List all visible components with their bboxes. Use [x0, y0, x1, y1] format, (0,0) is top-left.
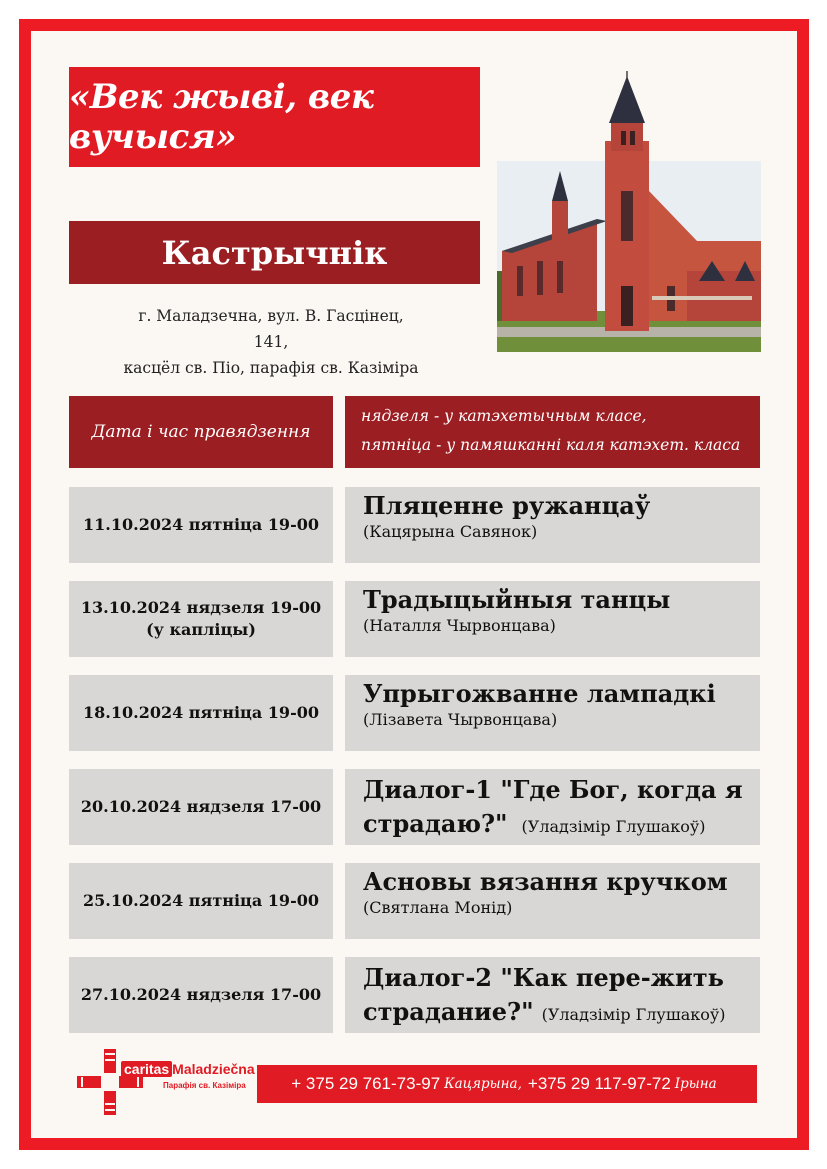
contact-name-1: Кацярына,: [444, 1076, 522, 1092]
event-host: (Наталля Чырвонцава): [363, 616, 556, 635]
event-title-line-2: [363, 995, 760, 1032]
event-date-text: 13.10.2024 нядзеля 19-00: [80, 598, 322, 617]
event-cell: [345, 487, 760, 563]
table-header-venue: [345, 396, 760, 468]
address: [121, 303, 421, 381]
logo-subtitle: Парафія св. Казіміра: [163, 1081, 246, 1090]
event-date: [69, 863, 333, 939]
event-date-text: 27.10.2024 нядзеля 17-00: [80, 985, 322, 1004]
church-photo: [497, 71, 761, 352]
event-date: [69, 957, 333, 1033]
event-title-line-2: [363, 807, 760, 844]
venue-line-friday: пятніца - у памяшканні каля катэхет. класа: [361, 436, 741, 454]
address-line-1: г. Маладзечна, вул. В. Гасцінец, 141,: [138, 307, 404, 351]
event-title: Упрыгожванне лампадкі: [363, 679, 716, 708]
event-date-text: 20.10.2024 нядзеля 17-00: [80, 797, 322, 816]
event-host: (Уладзімір Глушакоў): [541, 1005, 726, 1024]
event-date-text: 18.10.2024 пятніца 19-00: [83, 703, 319, 722]
poster-canvas: [31, 31, 797, 1138]
month-banner: Кастрычнік: [69, 221, 480, 284]
event-date-text: 11.10.2024 пятніца 19-00: [83, 515, 319, 534]
event-date-text: 25.10.2024 пятніца 19-00: [83, 891, 319, 910]
poster-frame: [19, 19, 809, 1150]
event-title-cont: страдаю?": [363, 809, 508, 838]
event-date: [69, 487, 333, 563]
event-cell: [345, 863, 760, 939]
contact-bar: [257, 1065, 757, 1103]
logo-caritas: caritas: [121, 1061, 172, 1077]
caritas-logo: [75, 1047, 255, 1117]
contact-name-2: Ірына: [674, 1076, 717, 1092]
address-line-2: касцёл св. Піо, парафія св. Казіміра: [123, 359, 419, 377]
table-header-date: Дата і час правядзення: [69, 396, 333, 468]
event-title-line-1: Диалог-1 "Где Бог, когда я: [363, 775, 743, 804]
event-date: [69, 675, 333, 751]
event-cell: [345, 769, 760, 845]
event-host: (Лізавета Чырвонцава): [363, 710, 558, 729]
event-host: (Уладзімір Глушакоў): [521, 817, 706, 836]
venue-line-sunday: нядзеля - у катэхетычным класе,: [361, 407, 647, 425]
poster-title: «Век жыві, век вучыся»: [69, 67, 480, 167]
event-cell: [345, 957, 760, 1033]
event-title: Асновы вязання кручком: [363, 867, 728, 896]
caritas-cross-icon: [75, 1047, 145, 1117]
phone-1[interactable]: + 375 29 761-73-97: [291, 1074, 441, 1093]
event-title-line-1: Диалог-2 "Как пере-жить: [363, 963, 724, 992]
logo-wordmark: [121, 1061, 255, 1077]
event-date: [69, 769, 333, 845]
event-date: [69, 581, 333, 657]
event-date-note: (у капліцы): [146, 620, 256, 639]
event-host: (Святлана Монід): [363, 898, 513, 917]
event-title: Традыцыйныя танцы: [363, 585, 671, 614]
phone-2[interactable]: +375 29 117-97-72: [527, 1074, 671, 1093]
event-cell: [345, 581, 760, 657]
logo-city: Maladziečna: [172, 1061, 255, 1077]
event-title-cont: страдание?": [363, 997, 534, 1026]
event-title: Пляценне ружанцаў: [363, 491, 651, 520]
event-host: (Кацярына Савянок): [363, 522, 538, 541]
event-cell: [345, 675, 760, 751]
